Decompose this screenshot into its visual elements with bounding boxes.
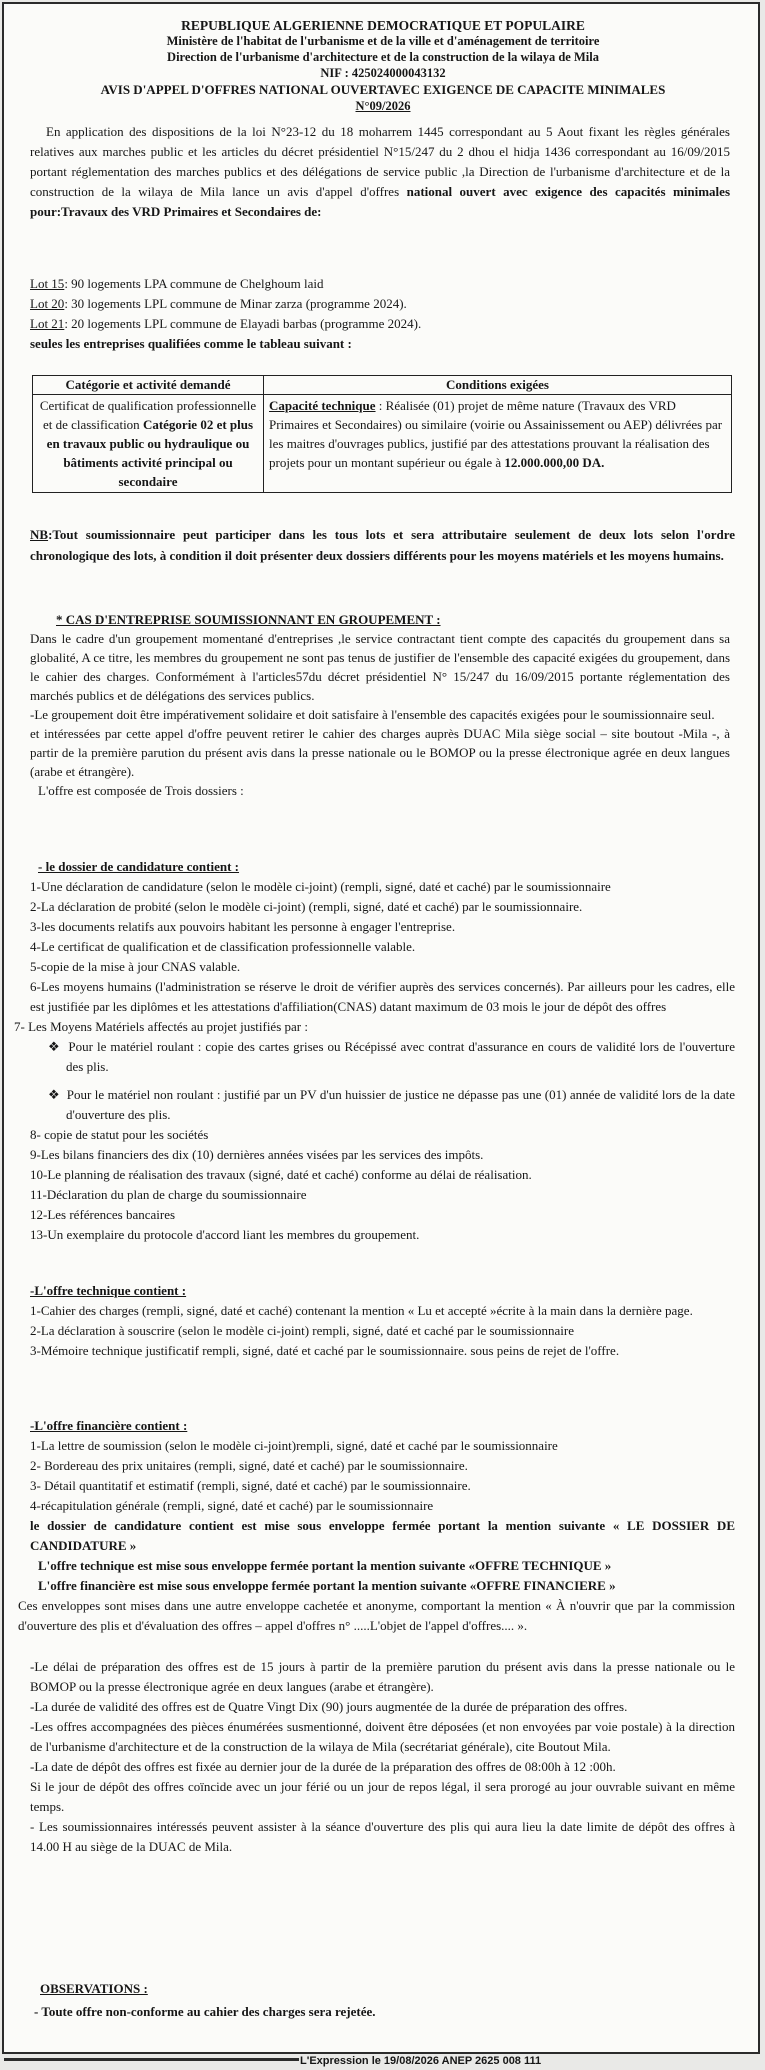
list-item: 1-Cahier des charges (rempli, signé, daté et caché) contenant la mention « Lu et accepté »écrite à la main dans la dernière page. xyxy=(30,1303,693,1318)
diamond-bullet-icon: ❖ xyxy=(48,1039,69,1054)
observations-title: OBSERVATIONS : xyxy=(40,1981,148,1996)
list-item: - Les soumissionnaires intéressés peuvent assister à la séance d'ouverture des plis qui aura lieu la date limite de dépôt des offres à 14.00 H au siège de la DUAC de Mila. xyxy=(30,1819,735,1854)
avis-number: N°09/2026 xyxy=(355,99,411,113)
list-item: 3-les documents relatifs aux pouvoirs habitant les personne à engager l'entreprise. xyxy=(30,919,456,934)
publication-footer: L'Expression le 19/08/2026 ANEP 2625 008 111 xyxy=(300,2055,542,2067)
list-item: -Les offres accompagnées des pièces énumérées susmentionné, doivent être déposées (et non envoyées par voie postale) à la direction de l'urbanisme d'architecture et de la construction de la wilaya de Mila (secrétariat générale), cite Boutout Mila. xyxy=(30,1719,735,1754)
list-item: 3- Détail quantitatif et estimatif (rempli, signé, daté et caché) par le soumissionnaire. xyxy=(30,1478,471,1493)
list-item: 10-Le planning de réalisation des travaux (signé, daté et caché) conforme au délai de réalisation. xyxy=(30,1167,532,1182)
list-item: -La date de dépôt des offres est fixée au dernier jour de la durée de la préparation des offres de 08:00h à 12 :00h. xyxy=(30,1759,616,1774)
criteria-table xyxy=(32,375,732,493)
groupement-title: * CAS D'ENTREPRISE SOUMISSIONNANT EN GROUPEMENT : xyxy=(56,612,441,627)
bullet-item: ❖ Pour le matériel non roulant : justifié par un PV d'un huissier de justice ne dépasse pas une (01) année de validité lors de la date d'ouverture des plis. xyxy=(48,1087,736,1122)
list-item: 12-Les références bancaires xyxy=(30,1207,176,1222)
lot-item: Lot 15: 90 logements LPA commune de Chelghoum laid xyxy=(30,276,324,291)
ministry-heading: Ministère de l'habitat de l'urbanisme et de la ville et d'aménagement de territoire xyxy=(166,34,600,48)
candidature-title: - le dossier de candidature contient : xyxy=(38,859,240,874)
technique-title: -L'offre technique contient : xyxy=(30,1283,187,1298)
avis-title: AVIS D'APPEL D'OFFRES NATIONAL OUVERTAVEC EXIGENCE DE CAPACITE MINIMALES xyxy=(100,82,666,97)
nb-note: NB:Tout soumissionnaire peut participer dans les tous lots et sera attributaire seulement de deux lots selon l'ordre chronologique des lots, à condition il doit présenter deux dossiers différents pour les moyens matériels et les moyens humains. xyxy=(30,527,735,563)
list-item: 6-Les moyens humains (l'administration se réserve le droit de vérifier auprès des services concernés). Par ailleurs pour les cadres, elle est justifiée par les diplômes et les attestations d'affiliation(CNAS) datant maximum de 03 mois le jour de dépôt des offres xyxy=(30,979,735,1014)
list-item: 1-La lettre de soumission (selon le modèle ci-joint)rempli, signé, daté et caché par le soumissionnaire xyxy=(30,1438,558,1453)
list-item: 3-Mémoire technique justificatif rempli, signé, daté et caché par le soumissionnaire. sous peins de rejet de l'offre. xyxy=(30,1343,620,1358)
list-item: 4-récapitulation générale (rempli, signé, daté et caché) par le soumissionnaire xyxy=(30,1498,434,1513)
lot-list xyxy=(30,274,730,354)
direction-heading: Direction de l'urbanisme d'architecture et de la construction de la wilaya de Mila xyxy=(167,50,599,64)
list-item: -La durée de validité des offres est de Quatre Vingt Dix (90) jours augmentée de la durée de préparation des offres. xyxy=(30,1699,628,1714)
list-item: 9-Les bilans financiers des dix (10) dernières années visées par les services des impôts. xyxy=(30,1147,484,1162)
republic-heading: REPUBLIQUE ALGERIENNE DEMOCRATIQUE ET POPULAIRE xyxy=(181,18,585,33)
list-item: 7- Les Moyens Matériels affectés au projet justifiés par : xyxy=(14,1019,308,1034)
financiere-title: -L'offre financière contient : xyxy=(30,1418,188,1433)
list-item: 13-Un exemplaire du protocole d'accord liant les membres du groupement. xyxy=(30,1227,420,1242)
list-item: 4-Le certificat de qualification et de classification professionnelle valable. xyxy=(30,939,416,954)
groupement-section: Dans le cadre d'un groupement momentané d'entreprises ,le service contractant tient compte des capacités du groupement dans sa globalité, A ce titre, les membres du groupement ne sont pas tenus de justifier de l'ensemble des capacité exigées du groupement, dans le cahier des charges. Conformément à l'articles57du décret présidentiel N° 15/247 du 16/09/2015 portante réglementation des marchés publics et de délégations des services publics. -Le groupement doit être impérativement solidaire et doit satisfaire à l'ensemble des capacités exigées pour le soumissionnaire seul. et intéressées par cette appel d'offre peuvent retirer le cahier des charges auprès DUAC Mila siège social – site boutout -Mila -, à partir de la première parution du présent avis dans la presse nationale ou le BOMOP ou la presse électronique agrée en deux langues (arabe et étrangère). L'offre est composée de Trois dossiers : xyxy=(30,631,730,798)
intro-paragraph: En application des dispositions de la loi N°23-12 du 18 moharrem 1445 correspondant au 5 Aout fixant les règles générales relatives aux marches public et les articles du décret présidentiel N°15/247 du 2 dhou el hidja 1436 correspondant au 16/09/2015 portant réglementation des marches publics et des délégations de service public ,la Direction de l'urbanisme d'architecture et de la construction de la wilaya de Mila lance un avis d'appel d'offres national ouvert avec exigence des capacités minimales pour:Travaux des VRD Primaires et Secondaires de: xyxy=(30,124,730,219)
table-header-category: Catégorie et activité demandé xyxy=(33,376,264,395)
bullet-item: ❖ Pour le matériel roulant : copie des cartes grises ou Récépissé avec contrat d'assurance en cours de validité lors de l'ouverture des plis. xyxy=(48,1039,736,1074)
list-item: 2-La déclaration de probité (selon le modèle ci-joint) (rempli, signé, daté et caché) par le soumissionnaire. xyxy=(30,899,583,914)
observations-text: - Toute offre non-conforme au cahier des charges sera rejetée. xyxy=(34,2004,376,2019)
nif-line: NIF : 425024000043132 xyxy=(320,66,446,80)
list-item: 8- copie de statut pour les sociétés xyxy=(30,1127,209,1142)
notice-frame xyxy=(2,2,760,2054)
table-row xyxy=(33,395,732,493)
financiere-section xyxy=(30,1416,735,1516)
lot-item: Lot 20: 30 logements LPL commune de Minar zarza (programme 2024). xyxy=(30,296,407,311)
envelopes-section: le dossier de candidature contient est mise sous enveloppe fermée portant la mention suivante « LE DOSSIER DE CANDIDATURE » L'offre technique est mise sous enveloppe fermée portant la mention suivante «OFFRE TECHNIQUE » L'offre financière est mise sous enveloppe fermée portant la mention suivante «OFFRE FINANCIERE » Ces enveloppes sont mises dans une autre enveloppe cachetée et anonyme, comportant la mention « À n'ouvrir que par la commission d'ouverture des plis et d'évaluation des offres – appel d'offres n° .....L'objet de l'appel d'offres.... ». xyxy=(18,1518,735,1633)
list-item: 11-Déclaration du plan de charge du soumissionnaire xyxy=(30,1187,307,1202)
lot-item: Lot 21: 20 logements LPL commune de Elayadi barbas (programme 2024). xyxy=(30,316,422,331)
list-item: 5-copie de la mise à jour CNAS valable. xyxy=(30,959,241,974)
list-item: 2-La déclaration à souscrire (selon le modèle ci-joint) rempli, signé, daté et caché par le soumissionnaire xyxy=(30,1323,574,1338)
footer-rule-left xyxy=(4,2058,299,2061)
conditions-cell: Capacité technique : Réalisée (01) projet de même nature (Travaux des VRD Primaires et Secondaires) ou similaire (voirie ou Assainissement ou AEP) délivrées par les maitres d'ouvrages publics, justifié par des attestations prouvant la réalisation des projets pour un montant supérieur ou égale à 12.000.000,00 DA. xyxy=(264,395,732,493)
technique-section xyxy=(30,1281,735,1361)
list-item: 2- Bordereau des prix unitaires (rempli, signé, daté et caché) par le soumissionnaire. xyxy=(30,1458,468,1473)
diamond-bullet-icon: ❖ xyxy=(48,1087,67,1102)
list-item: 1-Une déclaration de candidature (selon le modèle ci-joint) (rempli, signé, daté et caché) par le soumissionnaire xyxy=(30,879,611,894)
candidature-section xyxy=(14,857,736,1245)
list-item: -Le délai de préparation des offres est de 15 jours à partir de la première parution du présent avis dans la presse nationale ou le BOMOP ou la presse électronique agrée en deux langues (arabe et étrangère). xyxy=(30,1659,735,1694)
qualified-line: seules les entreprises qualifiées comme le tableau suivant : xyxy=(30,336,352,351)
conditions-section xyxy=(30,1657,735,1857)
table-header-conditions: Conditions exigées xyxy=(264,376,732,395)
category-cell: Certificat de qualification professionnelle et de classification Catégorie 02 et plus en travaux public ou hydraulique ou bâtiments activité principal ou secondaire xyxy=(33,395,264,493)
list-item: Si le jour de dépôt des offres coïncide avec un jour férié ou un jour de repos légal, il sera prorogé au jour ouvrable suivant en même temps. xyxy=(30,1779,735,1814)
